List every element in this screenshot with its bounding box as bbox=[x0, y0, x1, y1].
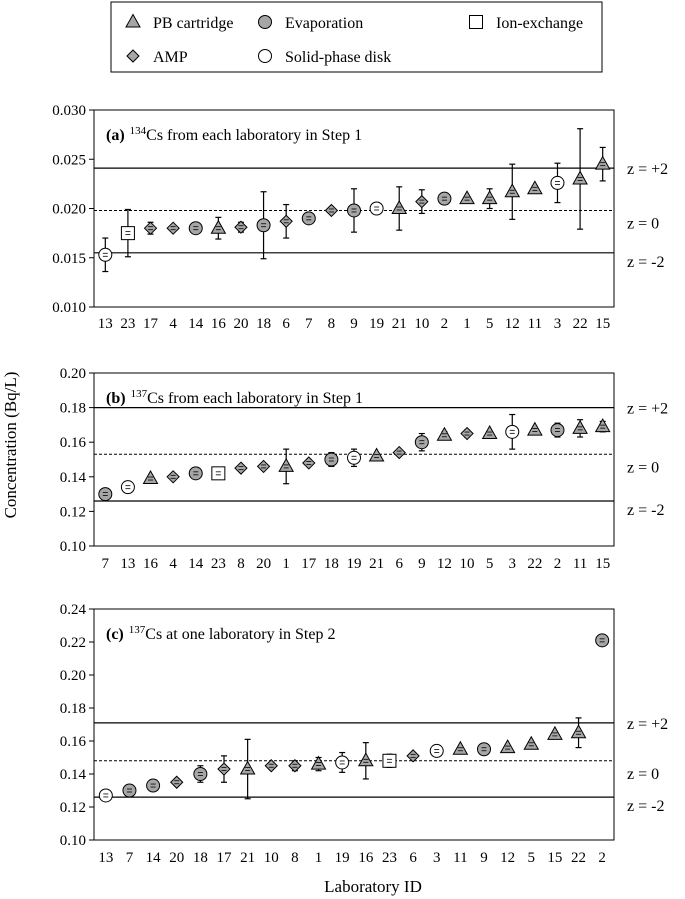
marker-ev bbox=[348, 204, 361, 217]
data-point bbox=[99, 488, 112, 501]
panel-title bbox=[106, 125, 362, 144]
panel-title-text: Cs at one laboratory in Step 2 bbox=[145, 626, 336, 643]
y-tick-label: 0.18 bbox=[59, 400, 86, 417]
ref-label: z = +2 bbox=[627, 715, 669, 733]
marker-ie bbox=[121, 227, 134, 240]
marker-spd bbox=[99, 789, 112, 802]
legend-label-amp: AMP bbox=[153, 49, 188, 66]
y-tick-label: 0.18 bbox=[59, 701, 86, 717]
panel-tag: (a) bbox=[106, 127, 125, 144]
x-tick-label: 6 bbox=[409, 850, 417, 866]
data-point bbox=[596, 147, 610, 180]
marker-amp bbox=[303, 457, 315, 469]
x-tick-label: 14 bbox=[188, 556, 204, 572]
marker-ev bbox=[302, 212, 315, 225]
marker-ie bbox=[212, 467, 225, 480]
x-tick-label: 5 bbox=[485, 316, 494, 332]
data-point bbox=[524, 737, 538, 750]
data-point bbox=[99, 789, 112, 802]
isotope-mass: 137 bbox=[130, 388, 148, 400]
marker-spd bbox=[121, 481, 134, 494]
data-point bbox=[528, 181, 542, 194]
marker-amp bbox=[235, 462, 247, 474]
x-tick-label: 6 bbox=[282, 316, 290, 332]
x-tick-label: 14 bbox=[188, 316, 204, 332]
x-tick-label: 15 bbox=[547, 850, 563, 866]
x-tick-label: 23 bbox=[210, 556, 226, 572]
marker-amp bbox=[218, 763, 230, 775]
x-tick-label: 21 bbox=[240, 850, 256, 866]
data-point bbox=[460, 191, 474, 204]
x-tick-label: 8 bbox=[237, 556, 245, 572]
isotope-mass: 137 bbox=[128, 624, 146, 636]
x-tick-label: 5 bbox=[527, 850, 536, 866]
data-point bbox=[505, 164, 519, 219]
data-point bbox=[121, 209, 134, 256]
legend bbox=[111, 2, 602, 72]
marker-amp bbox=[289, 760, 301, 772]
x-tick-label: 10 bbox=[459, 556, 475, 572]
x-tick-label: 16 bbox=[143, 556, 159, 572]
x-tick-label: 23 bbox=[381, 850, 397, 866]
data-point bbox=[528, 423, 542, 436]
x-tick-label: 20 bbox=[233, 316, 249, 332]
x-tick-label: 3 bbox=[432, 850, 441, 866]
marker-ev bbox=[194, 768, 207, 781]
x-tick-label: 1 bbox=[463, 316, 471, 332]
marker-spd bbox=[430, 744, 443, 757]
x-tick-label: 6 bbox=[395, 556, 403, 572]
x-tick-label: 12 bbox=[436, 556, 452, 572]
marker-spd bbox=[336, 756, 349, 769]
chart-panels bbox=[52, 103, 668, 866]
data-point bbox=[189, 467, 202, 480]
data-point bbox=[171, 776, 183, 788]
x-tick-label: 13 bbox=[120, 556, 136, 572]
data-point bbox=[551, 423, 564, 437]
x-tick-label: 13 bbox=[97, 316, 113, 332]
data-point bbox=[416, 190, 428, 214]
marker-spd bbox=[99, 248, 112, 261]
x-tick-label: 18 bbox=[192, 850, 208, 866]
y-tick-label: 0.10 bbox=[59, 833, 86, 849]
data-point bbox=[478, 743, 491, 756]
y-tick-label: 0.16 bbox=[59, 734, 86, 750]
x-tick-label: 2 bbox=[598, 850, 606, 866]
x-tick-label: 10 bbox=[263, 850, 279, 866]
data-point bbox=[430, 744, 443, 757]
x-tick-label: 18 bbox=[256, 316, 272, 332]
x-tick-label: 15 bbox=[595, 316, 611, 332]
ref-label: z = +2 bbox=[627, 400, 669, 418]
x-tick-label: 18 bbox=[323, 556, 339, 572]
y-tick-label: 0.020 bbox=[52, 201, 86, 218]
data-point bbox=[392, 187, 406, 230]
y-axis-label: Concentration (Bq/L) bbox=[1, 371, 20, 519]
data-point bbox=[189, 222, 202, 235]
x-tick-label: 11 bbox=[527, 316, 543, 332]
data-point bbox=[147, 779, 160, 792]
ref-label: z = -2 bbox=[627, 253, 665, 271]
y-tick-label: 0.24 bbox=[59, 602, 86, 618]
data-point bbox=[415, 434, 428, 451]
marker-amp bbox=[258, 460, 270, 472]
x-tick-label: 16 bbox=[210, 316, 226, 332]
data-point bbox=[551, 163, 564, 202]
legend-marker-ev bbox=[259, 16, 272, 29]
data-point bbox=[596, 419, 610, 432]
data-point bbox=[280, 205, 292, 238]
y-tick-label: 0.20 bbox=[59, 366, 86, 382]
x-tick-label: 22 bbox=[572, 316, 588, 332]
marker-amp bbox=[280, 215, 292, 227]
y-tick-label: 0.10 bbox=[59, 539, 86, 555]
marker-ev bbox=[147, 779, 160, 792]
x-tick-label: 16 bbox=[358, 850, 374, 866]
data-point bbox=[235, 221, 247, 233]
marker-amp bbox=[145, 222, 157, 234]
data-point bbox=[393, 447, 405, 459]
marker-amp bbox=[265, 760, 277, 772]
x-tick-label: 17 bbox=[216, 850, 232, 866]
data-point bbox=[145, 222, 157, 234]
marker-ev bbox=[415, 436, 428, 449]
x-tick-label: 1 bbox=[314, 850, 323, 866]
data-point bbox=[348, 189, 361, 232]
x-tick-label: 10 bbox=[414, 316, 430, 332]
data-point bbox=[437, 428, 451, 441]
x-tick-label: 21 bbox=[369, 556, 385, 572]
legend-label-pb: PB cartridge bbox=[153, 15, 234, 32]
legend-label-ev: Evaporation bbox=[285, 15, 364, 32]
panel-b bbox=[60, 366, 668, 572]
marker-ev bbox=[438, 192, 451, 205]
x-tick-label: 7 bbox=[305, 316, 313, 332]
data-point bbox=[348, 449, 361, 466]
y-tick-label: 0.14 bbox=[59, 767, 86, 783]
panel-title bbox=[106, 624, 335, 643]
y-tick-label: 0.20 bbox=[59, 668, 86, 684]
data-point bbox=[167, 222, 179, 234]
data-point bbox=[312, 757, 326, 771]
marker-spd bbox=[370, 202, 383, 215]
marker-ev bbox=[189, 222, 202, 235]
x-tick-label: 17 bbox=[301, 556, 317, 572]
data-point bbox=[336, 753, 349, 773]
x-tick-label: 13 bbox=[98, 850, 114, 866]
x-tick-label: 9 bbox=[480, 850, 488, 866]
marker-ev bbox=[325, 453, 338, 466]
x-tick-label: 8 bbox=[291, 850, 299, 866]
data-point bbox=[461, 428, 473, 440]
x-tick-label: 15 bbox=[595, 556, 611, 572]
marker-amp bbox=[167, 222, 179, 234]
x-tick-label: 14 bbox=[145, 850, 161, 866]
x-tick-label: 7 bbox=[125, 850, 134, 866]
marker-ev bbox=[99, 488, 112, 501]
marker-ev bbox=[596, 634, 609, 647]
marker-ie bbox=[383, 754, 396, 767]
y-tick-label: 0.025 bbox=[52, 152, 86, 169]
x-tick-label: 12 bbox=[500, 850, 516, 866]
data-point bbox=[99, 238, 112, 271]
x-tick-label: 20 bbox=[169, 850, 185, 866]
ref-label: z = -2 bbox=[627, 502, 665, 520]
data-point bbox=[302, 212, 315, 225]
ref-label: z = -2 bbox=[627, 798, 665, 816]
data-point bbox=[548, 727, 562, 740]
y-tick-label: 0.015 bbox=[52, 250, 86, 267]
y-tick-label: 0.12 bbox=[59, 504, 86, 521]
x-tick-label: 23 bbox=[120, 316, 136, 332]
data-point bbox=[258, 460, 270, 472]
x-tick-label: 3 bbox=[553, 316, 562, 332]
data-point bbox=[121, 481, 134, 494]
marker-amp bbox=[171, 776, 183, 788]
data-point bbox=[506, 415, 519, 450]
legend-marker-spd bbox=[259, 50, 272, 63]
marker-spd bbox=[506, 425, 519, 438]
data-point bbox=[303, 457, 315, 469]
data-point bbox=[194, 766, 207, 783]
y-tick-label: 0.22 bbox=[59, 635, 86, 651]
data-point bbox=[289, 760, 301, 772]
x-tick-label: 19 bbox=[369, 316, 385, 332]
y-tick-label: 0.010 bbox=[52, 300, 86, 316]
marker-ev bbox=[257, 219, 270, 232]
data-point bbox=[235, 462, 247, 474]
data-point bbox=[167, 471, 179, 483]
data-point bbox=[123, 784, 136, 797]
marker-ev bbox=[478, 743, 491, 756]
y-tick-label: 0.030 bbox=[52, 103, 86, 119]
x-tick-label: 21 bbox=[391, 316, 407, 332]
x-tick-label: 7 bbox=[101, 556, 110, 572]
data-point bbox=[501, 740, 515, 753]
x-tick-label: 22 bbox=[527, 556, 543, 572]
marker-amp bbox=[407, 750, 419, 762]
data-point bbox=[483, 189, 497, 209]
x-tick-label: 17 bbox=[143, 316, 159, 332]
panel-tag: (b) bbox=[106, 390, 126, 407]
y-tick-label: 0.12 bbox=[59, 800, 86, 816]
x-tick-label: 19 bbox=[346, 556, 362, 572]
panel-a bbox=[52, 103, 668, 332]
data-point bbox=[370, 202, 383, 215]
ref-label: z = 0 bbox=[627, 459, 660, 477]
marker-amp bbox=[416, 196, 428, 208]
data-point bbox=[483, 426, 497, 439]
x-axis-label: Laboratory ID bbox=[324, 877, 422, 896]
marker-ev bbox=[551, 424, 564, 437]
x-tick-label: 2 bbox=[440, 316, 449, 332]
data-point bbox=[212, 467, 225, 480]
panel-c bbox=[60, 602, 668, 866]
panel-title-text: Cs from each laboratory in Step 1 bbox=[147, 390, 364, 407]
data-point bbox=[144, 471, 158, 484]
data-point bbox=[438, 192, 451, 205]
x-tick-label: 4 bbox=[169, 556, 177, 572]
ref-label: z = 0 bbox=[627, 215, 660, 233]
marker-ev bbox=[189, 467, 202, 480]
data-point bbox=[407, 750, 419, 762]
data-point bbox=[573, 129, 587, 229]
x-tick-label: 22 bbox=[571, 850, 587, 866]
data-point bbox=[265, 760, 277, 772]
x-tick-label: 19 bbox=[334, 850, 350, 866]
data-point bbox=[241, 739, 255, 798]
x-tick-label: 3 bbox=[508, 556, 517, 572]
x-tick-label: 1 bbox=[282, 556, 290, 572]
panel-title bbox=[106, 388, 363, 407]
data-point bbox=[383, 754, 396, 767]
x-tick-label: 11 bbox=[453, 850, 468, 866]
legend-label-spd: Solid-phase disk bbox=[285, 49, 392, 66]
data-point bbox=[257, 192, 270, 259]
marker-ev bbox=[123, 784, 136, 797]
data-point bbox=[325, 204, 337, 216]
data-point bbox=[211, 217, 225, 239]
marker-amp bbox=[325, 204, 337, 216]
x-tick-label: 8 bbox=[327, 316, 336, 332]
x-tick-label: 2 bbox=[553, 556, 562, 572]
data-point bbox=[325, 453, 338, 467]
data-point bbox=[218, 756, 230, 782]
panel-title-text: Cs from each laboratory in Step 1 bbox=[146, 127, 363, 144]
plot-frame bbox=[94, 609, 614, 840]
x-tick-label: 11 bbox=[572, 556, 588, 572]
panel-tag: (c) bbox=[106, 626, 124, 643]
x-tick-label: 20 bbox=[256, 556, 272, 572]
y-tick-label: 0.14 bbox=[59, 469, 86, 486]
marker-amp bbox=[235, 221, 247, 233]
marker-spd bbox=[348, 451, 361, 464]
marker-amp bbox=[393, 447, 405, 459]
ref-label: z = +2 bbox=[627, 161, 669, 179]
marker-spd bbox=[551, 176, 564, 189]
ref-label: z = 0 bbox=[627, 765, 660, 783]
marker-amp bbox=[461, 428, 473, 440]
x-tick-label: 12 bbox=[504, 316, 520, 332]
x-tick-label: 9 bbox=[350, 316, 358, 332]
data-point bbox=[573, 420, 587, 437]
legend-label-ie: Ion-exchange bbox=[496, 15, 584, 32]
x-tick-label: 5 bbox=[485, 556, 494, 572]
isotope-mass: 134 bbox=[129, 125, 147, 137]
marker-amp bbox=[167, 471, 179, 483]
data-point bbox=[453, 742, 467, 755]
legend-marker-ie bbox=[470, 16, 483, 29]
y-tick-label: 0.16 bbox=[59, 435, 86, 452]
data-point bbox=[596, 634, 609, 647]
x-tick-label: 9 bbox=[418, 556, 426, 572]
x-tick-label: 4 bbox=[169, 316, 177, 332]
